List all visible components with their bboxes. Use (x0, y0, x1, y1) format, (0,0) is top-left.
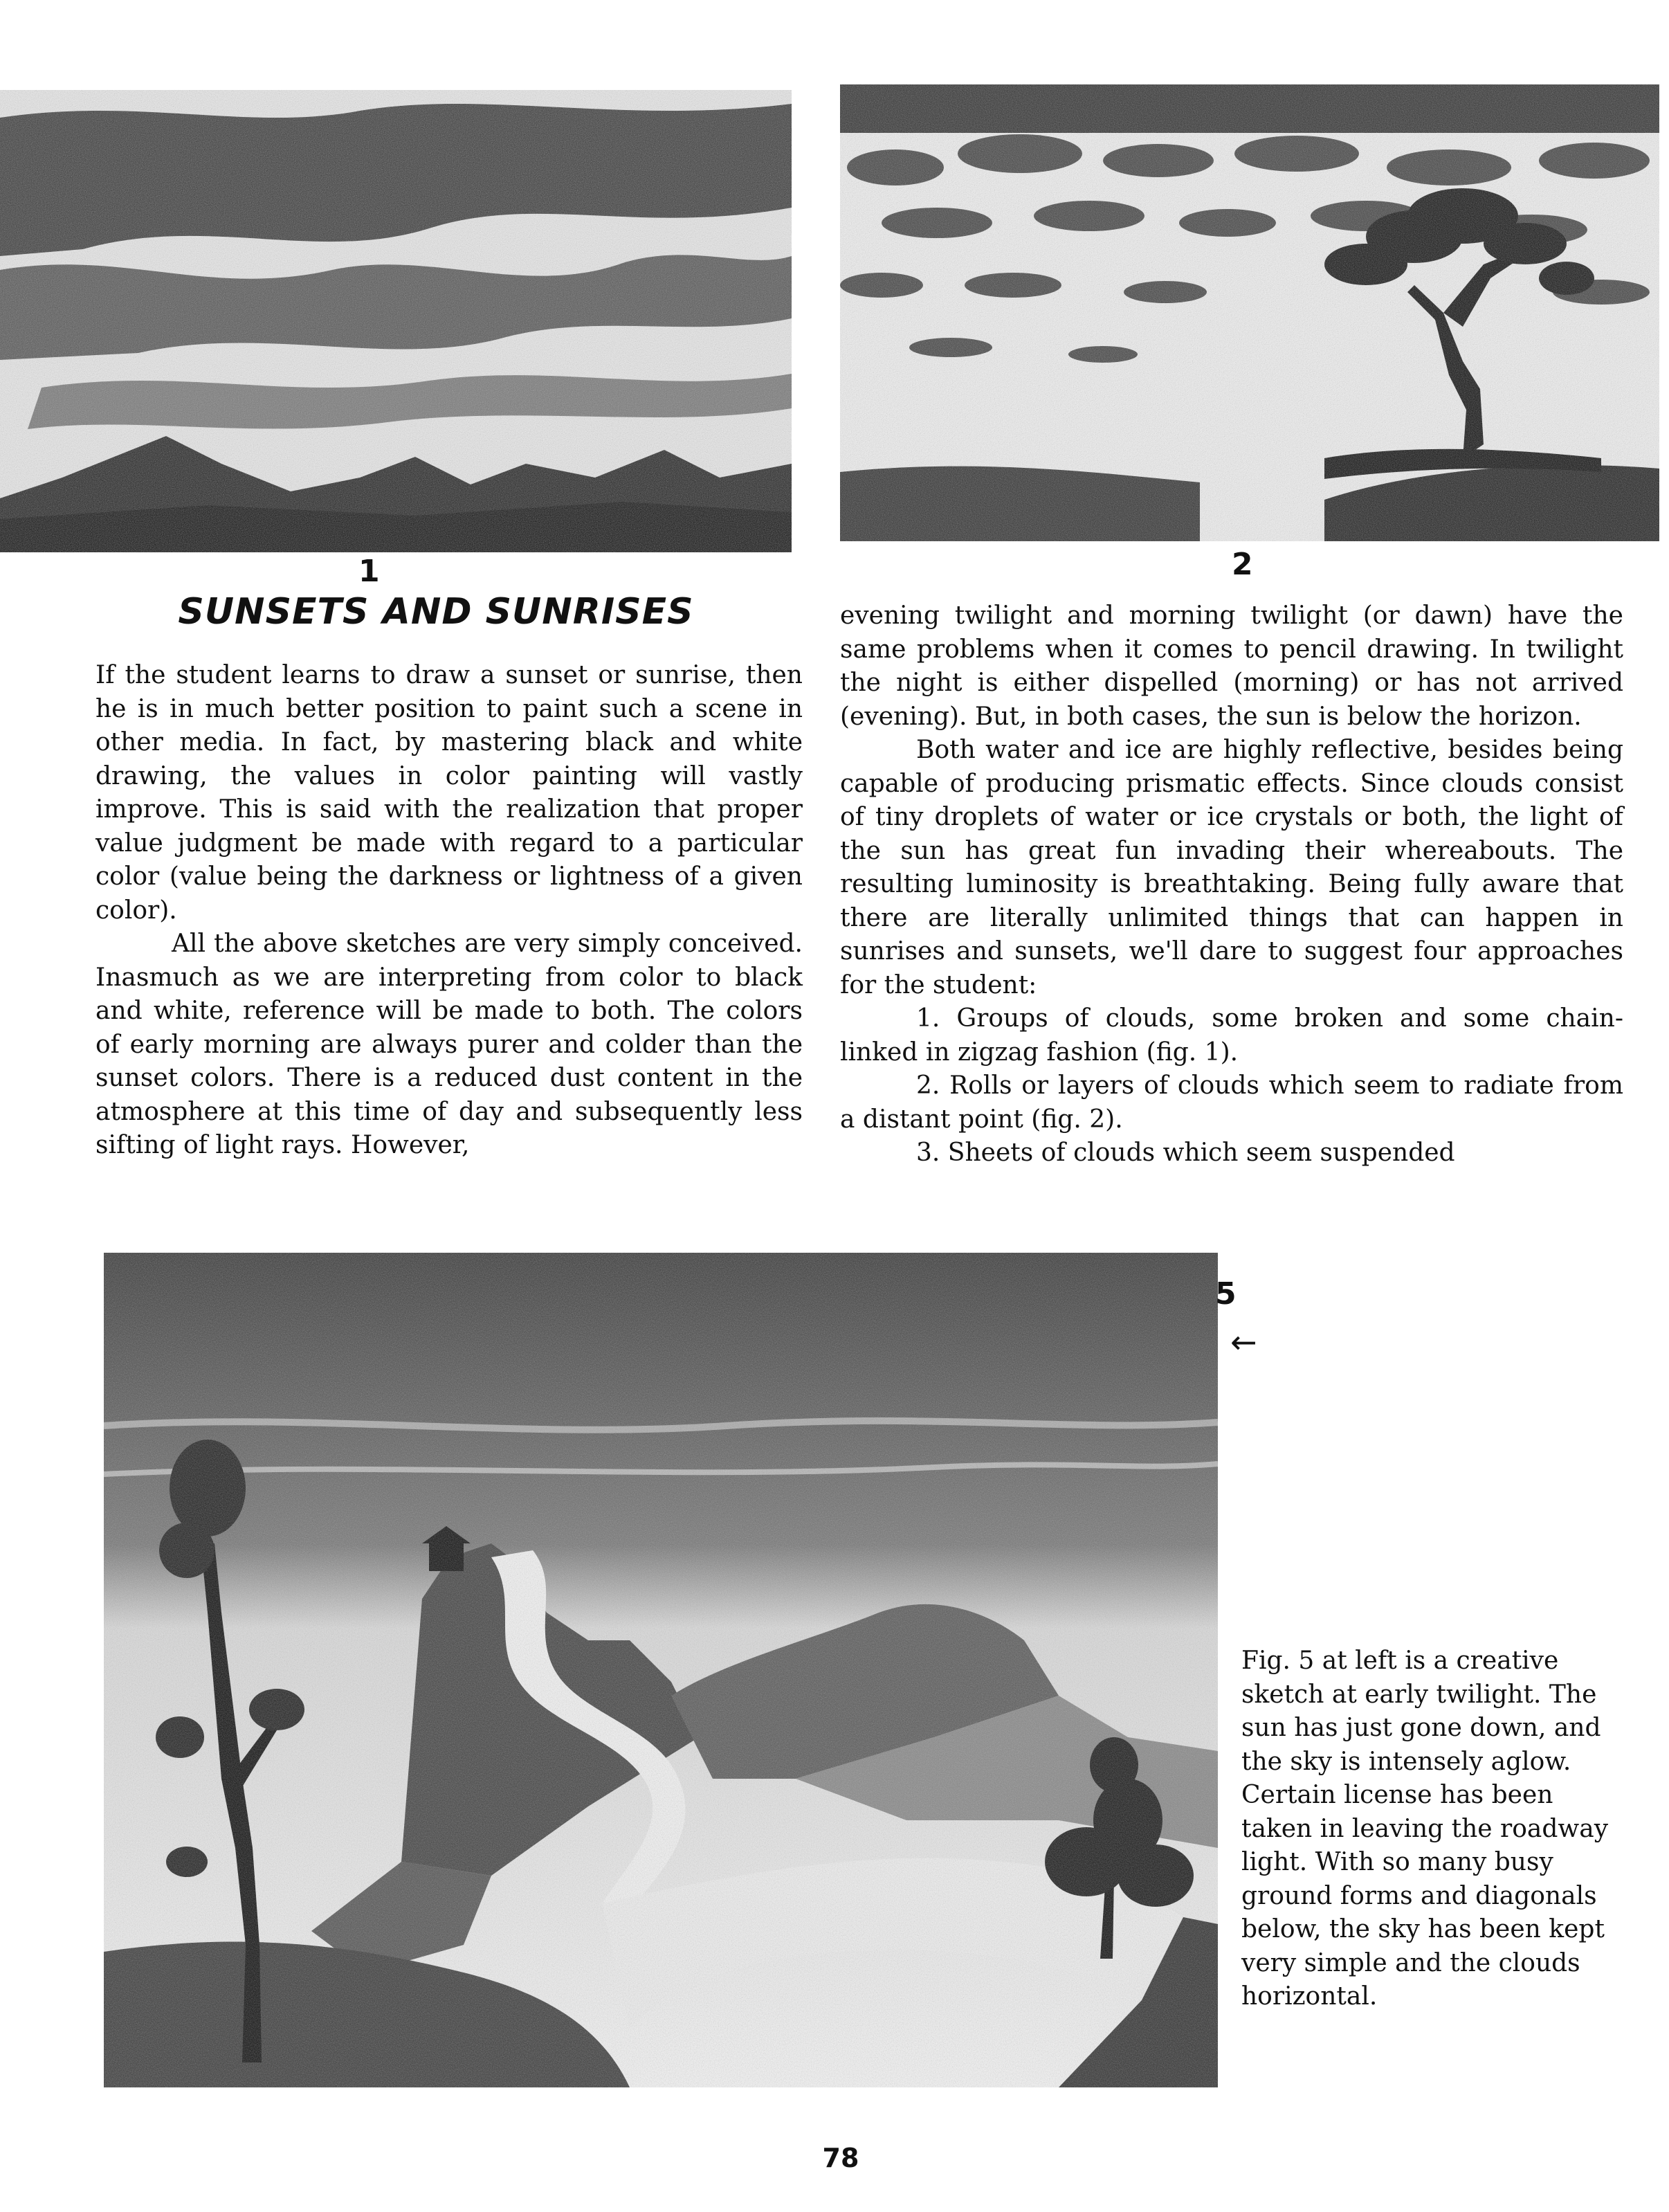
paragraph: Both water and ice are highly reflective, besides being capable of producing prismatic effects. Since clouds consist of tiny droplets of water or ice crystals or both, the light of the sun has great fun invading their whereabouts. The resulting luminosity is breathtaking. Being fully aware that there are literally unlimited things that can happen in sunrises and sunsets, we'll dare to suggest four approaches for the student: (840, 736, 1623, 999)
caption-text: Fig. 5 at left is a creative sketch at early twilight. The sun has just gone down, and the sky is intensely aglow. Certain license has been taken in leaving the roadway light. With so many busy ground forms and diagonals below, the sky has been kept very simple and the clouds horizontal. (1241, 1647, 1609, 2011)
figure-5-sketch (104, 1253, 1218, 2087)
page-number: 78 (822, 2143, 859, 2173)
figure-1-sketch (0, 90, 792, 552)
list-item: 2. Rolls or layers of clouds which seem to radiate from a distant point (fig. 2). (840, 1071, 1623, 1134)
figure-5-number: 5 (1215, 1276, 1237, 1312)
page-title: SUNSETS AND SUNRISES (178, 591, 694, 633)
list-item: 1. Groups of clouds, some broken and some chain-linked in zigzag fashion (fig. 1). (840, 1004, 1623, 1067)
paragraph: If the student learns to draw a sunset or sunrise, then he is in much better position to paint such a scene in other media. In fact, by mastering black and white drawing, the values in color painting will vastly improve. This is said with the realization that proper value judgment be made with regard to a particular color (value being the darkness or lightness of a given color). (95, 661, 803, 925)
right-column-text (840, 599, 1623, 1170)
left-column-text (95, 659, 803, 1163)
figure-1-number: 1 (358, 554, 380, 589)
paragraph: All the above sketches are very simply conceived. Inasmuch as we are interpreting from color to black and white, reference will be made to both. The colors of early morning are always purer and colder than the sunset colors. There is a reduced dust content in the atmosphere at this time of day and subsequently less sifting of light rays. However, (95, 930, 803, 1159)
arrow-left-icon: ← (1230, 1323, 1257, 1361)
figure-2-sketch (840, 84, 1659, 541)
figure-5-caption (1241, 1644, 1615, 2014)
paragraph: evening twilight and morning twilight (or dawn) have the same problems when it comes to pencil drawing. In twilight the night is either dispelled (morning) or has not arrived (evening). But, in both cases, the sun is below the horizon. (840, 601, 1623, 731)
list-item: 3. Sheets of clouds which seem suspended (916, 1139, 1455, 1167)
figure-2-number: 2 (1232, 547, 1253, 582)
